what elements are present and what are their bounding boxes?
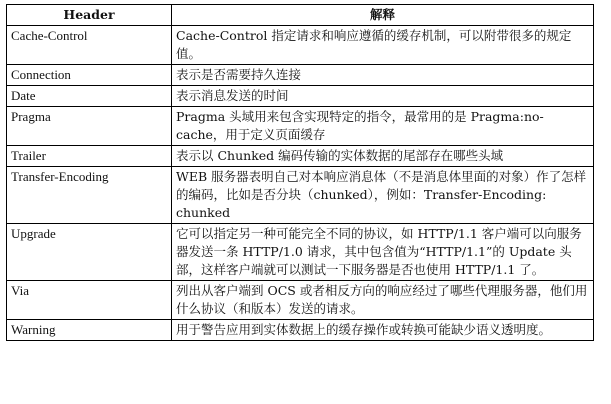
table-header — [7, 5, 594, 26]
http-headers-table — [6, 4, 594, 341]
header-name-cell: Connection — [7, 65, 172, 86]
header-description-cell: 列出从客户端到 OCS 或者相反方向的响应经过了哪些代理服务器，他们用什么协议（和版本）发送的请求。 — [172, 281, 594, 320]
header-description-cell: 它可以指定另一种可能完全不同的协议，如 HTTP/1.1 客户端可以向服务器发送一条 HTTP/1.0 请求，其中包含值为“HTTP/1.1”的 Update 头部，这样客户端就可以测试一下服务器是否也使用 HTTP/1.1 了。 — [172, 224, 594, 281]
header-description-cell: 表示以 Chunked 编码传输的实体数据的尾部存在哪些头域 — [172, 146, 594, 167]
header-row — [7, 5, 594, 26]
table-row — [7, 65, 594, 86]
column-header-name: Header — [7, 5, 172, 26]
header-name-cell: Transfer-Encoding — [7, 167, 172, 224]
header-description-cell: WEB 服务器表明自己对本响应消息体（不是消息体里面的对象）作了怎样的编码，比如是否分块（chunked），例如：Transfer-Encoding: chunked — [172, 167, 594, 224]
header-name-cell: Via — [7, 281, 172, 320]
table-row — [7, 86, 594, 107]
header-name-cell: Date — [7, 86, 172, 107]
header-name-cell: Pragma — [7, 107, 172, 146]
header-name-cell: Upgrade — [7, 224, 172, 281]
table-row — [7, 224, 594, 281]
table-row — [7, 320, 594, 341]
column-header-description: 解释 — [172, 5, 594, 26]
table-row — [7, 146, 594, 167]
header-name-cell: Cache-Control — [7, 26, 172, 65]
table-row — [7, 167, 594, 224]
header-name-cell: Warning — [7, 320, 172, 341]
table-body — [7, 26, 594, 341]
header-description-cell: 表示消息发送的时间 — [172, 86, 594, 107]
header-name-cell: Trailer — [7, 146, 172, 167]
header-description-cell: Pragma 头域用来包含实现特定的指令，最常用的是 Pragma:no-cache，用于定义页面缓存 — [172, 107, 594, 146]
table-row — [7, 281, 594, 320]
table-row — [7, 107, 594, 146]
table-row — [7, 26, 594, 65]
header-description-cell: 表示是否需要持久连接 — [172, 65, 594, 86]
header-description-cell: Cache-Control 指定请求和响应遵循的缓存机制，可以附带很多的规定值。 — [172, 26, 594, 65]
header-description-cell: 用于警告应用到实体数据上的缓存操作或转换可能缺少语义透明度。 — [172, 320, 594, 341]
